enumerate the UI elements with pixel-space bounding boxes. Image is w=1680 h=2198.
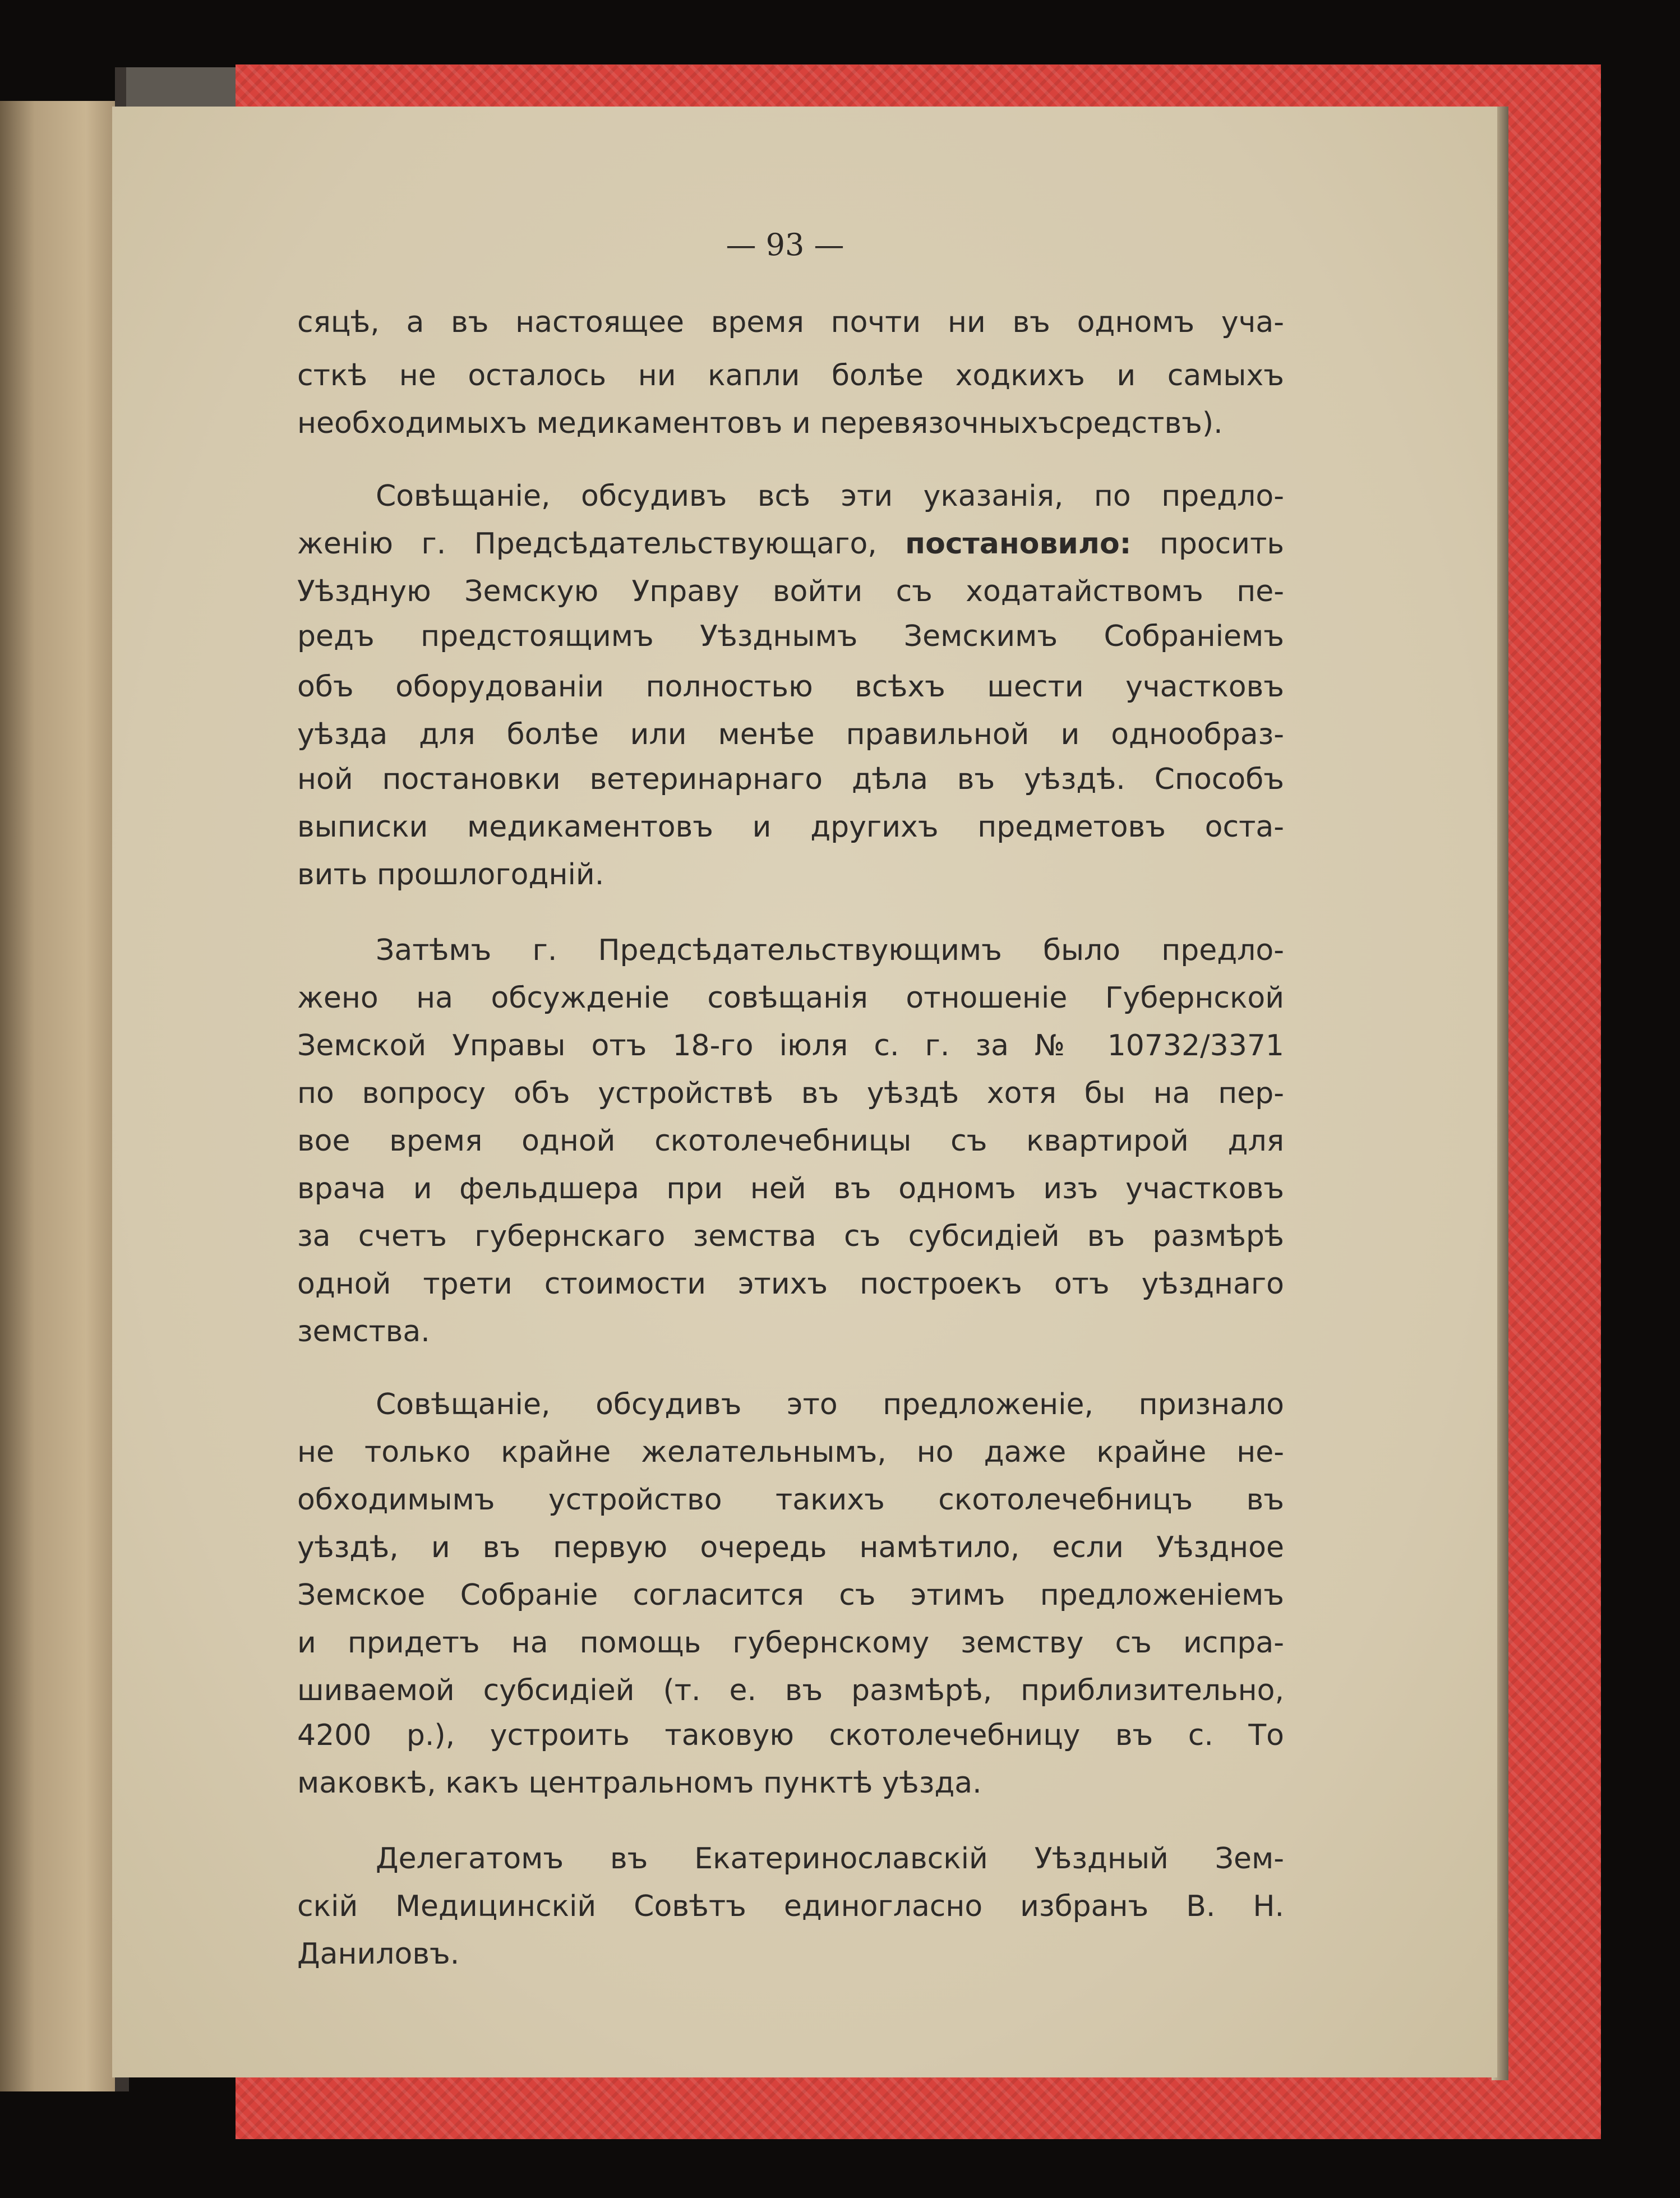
bold-word: постановило: [905,527,1132,561]
text-line: и придетъ на помощь губернскому земству съ испра- [297,1626,1284,1660]
text-line: ной постановки ветеринарнаго дѣла въ уѣздѣ. Способъ [297,763,1284,796]
text-line: земства. [297,1315,430,1349]
text-line: жено на обсужденіе совѣщанія отношеніе Губернской [297,981,1284,1015]
text-line: Земское Собраніе согласится съ этимъ предложеніемъ [297,1578,1284,1612]
text-line: одной трети стоимости этихъ построекъ отъ уѣзднаго [297,1267,1284,1301]
text-line: не только крайне желательнымъ, но даже крайне не- [297,1435,1284,1469]
previous-page-edge [0,101,115,2091]
text-line: сяцѣ, а въ настоящее время почти ни въ одномъ уча- [297,306,1284,339]
text-line: Совѣщаніе, обсудивъ это предложеніе, признало [376,1388,1284,1421]
text-line: Затѣмъ г. Предсѣдательствующимъ было предло- [376,934,1284,967]
text-segment: просить [1159,527,1285,561]
text-line: за счетъ губернскаго земства съ субсидіей въ размѣрѣ [297,1220,1284,1253]
text-line: вое время одной скотолечебницы съ квартирой для [297,1124,1284,1158]
page-number: — 93 — [726,227,844,262]
text-line: необходимыхъ медикаментовъ и перевязочныхъсредствъ). [297,407,1223,440]
text-line: уѣздѣ, и въ первую очередь намѣтило, если Уѣздное [297,1531,1284,1564]
text-line: выписки медикаментовъ и другихъ предметовъ оста- [297,810,1284,844]
text-line: Даниловъ. [297,1937,460,1971]
text-line: сткѣ не осталось ни капли болѣе ходкихъ и самыхъ [297,359,1284,392]
text-line-with-bold [297,524,1284,564]
text-line: Совѣщаніе, обсудивъ всѣ эти указанія, по предло- [376,479,1284,513]
text-line: Уѣздную Земскую Управу войти съ ходатайствомъ пе- [297,575,1284,608]
text-line: маковкѣ, какъ центральномъ пунктѣ уѣзда. [297,1766,982,1800]
text-line: шиваемой субсидіей (т. е. въ размѣрѣ, приблизительно, [297,1674,1284,1707]
text-line: скій Медицинскій Совѣтъ единогласно избранъ В. Н. [297,1890,1284,1923]
text-segment: женію г. Предсѣдательствующаго, [297,527,877,561]
text-line: обходимымъ устройство такихъ скотолечебницъ въ [297,1483,1284,1517]
text-line: врача и фельдшера при ней въ одномъ изъ участковъ [297,1172,1284,1206]
text-line: по вопросу объ устройствѣ въ уѣздѣ хотя бы на пер- [297,1077,1284,1110]
text-line: 4200 р.), устроить таковую скотолечебницу въ с. То [297,1719,1284,1752]
text-line: уѣзда для болѣе или менѣе правильной и однообраз- [297,718,1284,751]
text-line: Делегатомъ въ Екатеринославскій Уѣздный Зем- [376,1842,1284,1876]
text-line: объ оборудованіи полностью всѣхъ шести участковъ [297,670,1284,704]
spine-cloth [126,67,250,107]
text-line: редъ предстоящимъ Уѣзднымъ Земскимъ Собраніемъ [297,620,1284,653]
text-line: Земской Управы отъ 18-го іюля с. г. за № 10732/3371 [297,1029,1284,1063]
text-line: вить прошлогодній. [297,858,604,892]
